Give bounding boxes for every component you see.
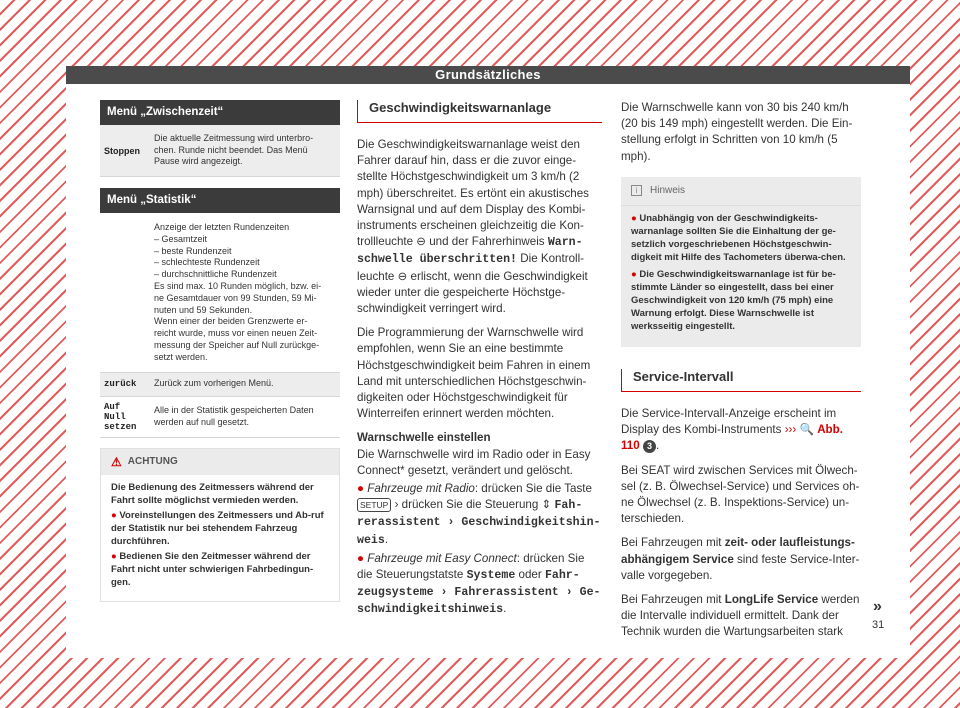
hint-header (621, 177, 861, 206)
menu-path: Fah-rerassistent › Geschwindigkeitshin-weis (357, 499, 601, 547)
paragraph (357, 137, 602, 317)
bullet-icon: ● (631, 213, 640, 225)
bullet-icon: ● (111, 550, 120, 562)
paragraph: Die Warnschwelle kann von 30 bis 240 km/h (20 bis 149 mph) eingestellt werden. Die Ein-stellung erfolgt in Schritten von 10 km/h (5 mph). (621, 101, 853, 163)
warning-triangle-icon: ⚠ (111, 454, 122, 469)
figure-link[interactable]: Abb. 110 (621, 423, 843, 453)
row-key: Stoppen (104, 145, 140, 156)
paragraph: Die Warnschwelle wird im Radio oder in Easy Connect* gesetzt, verändert und gelöscht. (357, 447, 591, 477)
warning-box (100, 448, 340, 602)
list-item (111, 550, 329, 589)
right-column (621, 100, 861, 649)
text: : drücken Sie die Taste (474, 482, 592, 496)
warning-intro: Die Bedienung des Zeitmessers während der Fahrt sollte möglichst vermieden werden. (111, 481, 314, 506)
text: Die Service-Intervall-Anzeige erscheint im Display des Kombi-Instruments (621, 407, 837, 437)
row-value: Alle in der Statistik gespeicherten Daten werden auf null gesetzt. (154, 404, 314, 427)
row-key: Auf Null setzen (104, 401, 137, 432)
menu-zwischenzeit-title: Menü „Zwischenzeit“ (100, 100, 340, 125)
text: Fahrzeuge mit Radio (367, 482, 475, 496)
table-row (100, 213, 340, 373)
text: Bei Fahrzeugen mit (621, 593, 725, 607)
menu-path: Fahr-zeugsysteme › Fahrerassistent › Ge-schwindigkeitshinweis (357, 569, 601, 617)
paragraph (621, 592, 861, 641)
text: erlischt, wenn die Geschwindigkeit wieder unter die gespeicherte Höchstge-schwindigkeit verringert wird. (357, 269, 588, 316)
text: Die Geschwindigkeitswarnanlage weist den Fahrer darauf hin, dass er die zuvor einge-stellte Höchstgeschwindigkeit um 3 km/h (2 mph) überschreitet. Es ertönt ein akustisches Warnsignal und auf dem Display des Kombi-instruments erscheinen gleichzeitig die Kon-trollleuchte (357, 138, 589, 249)
bullet-icon: ● (631, 269, 640, 281)
setup-key: SETUP (357, 498, 391, 512)
menu-statistik-table (100, 188, 340, 438)
paragraph (621, 535, 861, 584)
hint-box (621, 177, 861, 347)
text: Fahrzeuge mit Easy Connect (367, 551, 517, 565)
list-item (631, 268, 851, 333)
menu-statistik-title: Menü „Statistik“ (100, 188, 340, 213)
list-item (631, 212, 851, 264)
warning-item-text: Voreinstellungen des Zeitmessers und Ab-ruf der Statistik nur bei stehendem Fahrzeug durchführen. (111, 509, 324, 547)
middle-column (357, 100, 602, 627)
left-column (100, 100, 340, 602)
paragraph: Bei SEAT wird zwischen Services mit Ölwech-sel (z. B. Ölwechsel-Service) und Services oh-ne Ölwechsel (z. B. Inspektions-Service) un-terschieden. (621, 463, 860, 526)
row-value: Anzeige der letzten Rundenzeiten – Gesamtzeit – beste Rundenzeit – schlechteste Rundenzeit – durchschnittliche Rundenzeit Es sind max. 10 Runden möglich, bzw. ei- ne Gesamtdauer von 99 Stunden, 59 Mi- nuten und 59 Sekunden. Wenn einer der beiden Grenzwerte er- reicht wurde, muss vor einen neuen Zeit- messung der Speicher auf Null zurückge- setzt werden. (154, 222, 322, 362)
updown-arrows-icon: ⇕ (541, 498, 555, 512)
table-row (100, 397, 340, 438)
list-item: ● Fahrzeuge mit Radio: drücken Sie die Taste SETUP › drücken Sie die Steuerung ⇕ Fah-rerassistent › Geschwindigkeitshin-weis. (357, 482, 601, 547)
text: Bei Fahrzeugen mit (621, 536, 725, 550)
info-icon: i (631, 185, 642, 196)
figure-ref-icon: 🔍 (799, 423, 814, 437)
bullet-icon: ● (357, 551, 368, 565)
warning-header (101, 449, 339, 475)
hint-item-text: Die Geschwindigkeitswarnanlage ist für be-stimmte Länder so eingestellt, dass bei einer Geschwindigkeit von 120 km/h (75 mph) eine Warnung erfolgt. Diese Warnschwelle ist werksseitig eingestellt. (631, 269, 836, 333)
row-value: Die aktuelle Zeitmessung wird unterbro- chen. Runde nicht beendet. Das Menü Pause wird angezeigt. (154, 132, 314, 167)
section-title-speed-warning: Geschwindigkeitswarnanlage (357, 100, 602, 123)
list-item: ● Fahrzeuge mit Easy Connect: drücken Sie die Steuerungstatste Systeme oder Fahr-zeugsysteme › Fahrerassistent › Ge-schwindigkeitshinweis. (357, 551, 601, 617)
row-key (100, 213, 148, 372)
warning-title: ACHTUNG (127, 456, 178, 468)
text: zeit- oder laufleistungs-abhängigem Service (621, 536, 855, 566)
paragraph: Die Programmierung der Warnschwelle wird empfohlen, wenn Sie an eine bestimmte Höchstgeschwindigkeit beim Fahren in einem Land mit unterschiedlichen Höchstgeschwin-digkeiten oder Höchstgeschwindigkeit für Winterreifen erinnert werden möchten. (357, 326, 591, 421)
bullet-icon: ● (357, 482, 368, 496)
page-header: Grundsätzliches (66, 66, 910, 84)
text: : drücken Sie die Steuerungstatste (357, 551, 585, 582)
bullet-icon: ● (111, 509, 120, 521)
table-row (100, 125, 340, 177)
text: sind feste Service-Inter-valle vorgegeben. (621, 552, 860, 582)
row-key: zurück (104, 379, 137, 390)
continue-arrow: » (873, 598, 882, 615)
text: und der Fahrerhinweis (426, 235, 548, 249)
callout-number: 3 (643, 440, 656, 453)
hint-item-text: Unabhängig von der Geschwindigkeits-warnanlage sollten Sie die Einhaltung der ge-setzlich vorgeschriebenen Höchstgeschwin-digkeit mit Hilfe des Tachometers überwa-chen. (631, 213, 846, 264)
text: Die Kontroll-leuchte (357, 252, 585, 283)
menu-path: Systeme (466, 569, 516, 583)
table-row (100, 373, 340, 397)
menu-zwischenzeit-table (100, 100, 340, 177)
subheading: Warnschwelle einstellen (357, 431, 491, 445)
text: LongLife Service (724, 593, 819, 607)
text: werden die Intervalle individuell ermittelt. Dank der Technik wurden die Wartungsarbeiten stark (621, 593, 860, 639)
warning-lamp-icon: ⊖ (397, 269, 408, 283)
warning-lamp-icon: ⊖ (416, 235, 427, 249)
reference-arrow-icon: ››› (784, 423, 797, 437)
warning-body (101, 475, 339, 601)
hint-title: Hinweis (650, 184, 686, 196)
list-item (111, 509, 329, 548)
text: oder (515, 568, 545, 582)
page-number: 31 (872, 619, 885, 631)
driver-message: Warn-schwelle überschritten! (357, 236, 583, 267)
paragraph: Die Service-Intervall-Anzeige erscheint im Display des Kombi-Instruments ››› 🔍 Abb. 110 3 . (621, 407, 843, 453)
row-value: Zurück zum vorherigen Menü. (154, 378, 274, 389)
text: › drücken Sie die Steuerung (391, 498, 542, 512)
hint-body (621, 206, 861, 347)
warning-item-text: Bedienen Sie den Zeitmesser während der Fahrt nicht unter schwierigen Fahrbedingun-gen. (111, 550, 314, 588)
section-title-service-interval: Service-Intervall (621, 369, 861, 392)
